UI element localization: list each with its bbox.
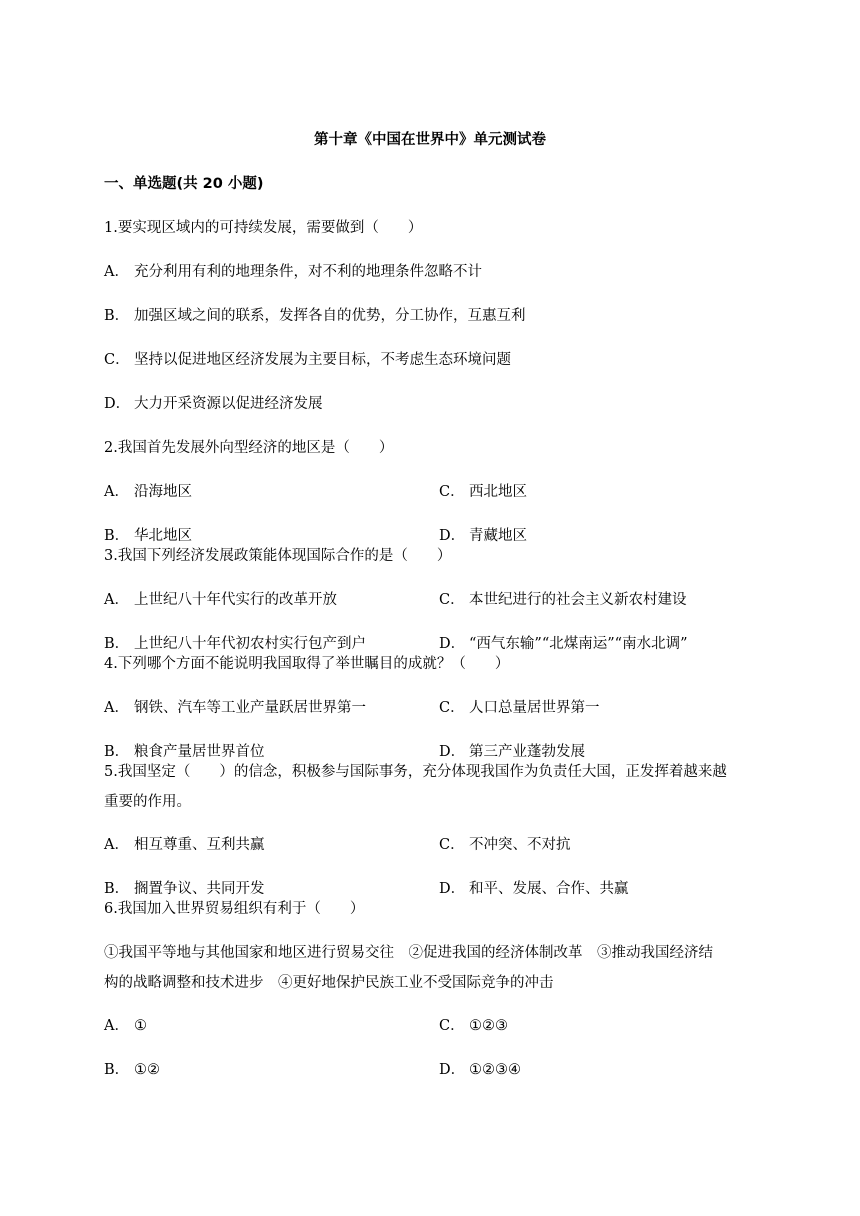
option-text: 华北地区 (134, 528, 192, 544)
option-text: 第三产业蓬勃发展 (469, 744, 585, 760)
question-6-option-c[interactable] (439, 1016, 508, 1036)
question-5-option-b[interactable] (104, 879, 265, 899)
question-1-option-b[interactable] (104, 306, 526, 326)
option-letter: D． (439, 881, 466, 897)
question-2-option-d[interactable] (439, 526, 527, 546)
question-1-option-d[interactable] (104, 394, 323, 414)
option-letter: A． (104, 837, 129, 853)
question-6-option-a[interactable] (104, 1016, 147, 1036)
question-2-option-a[interactable] (104, 482, 192, 502)
option-text: 青藏地区 (469, 528, 527, 544)
option-text: 和平、发展、合作、共赢 (469, 881, 629, 897)
option-text: 沿海地区 (134, 484, 192, 500)
question-1-option-c[interactable] (104, 350, 511, 370)
option-text: 坚持以促进地区经济发展为主要目标，不考虑生态环境问题 (134, 352, 511, 368)
option-letter: D． (439, 636, 466, 652)
question-3-option-a[interactable] (104, 590, 337, 610)
option-text: ①②③④ (469, 1062, 521, 1078)
option-text: 不冲突、不对抗 (469, 837, 571, 853)
option-letter: B． (104, 1062, 130, 1078)
option-letter: B． (104, 528, 130, 544)
option-letter: C． (439, 837, 465, 853)
question-4-option-c[interactable] (439, 698, 600, 718)
question-4-option-a[interactable] (104, 698, 366, 718)
question-6-detail-line2: 构的战略调整和技术进步 ④更好地保护民族工业不受国际竞争的冲击 (104, 975, 554, 991)
option-letter: C． (439, 700, 465, 716)
option-letter: D． (439, 1062, 466, 1078)
option-text: 本世纪进行的社会主义新农村建设 (469, 592, 687, 608)
question-4-option-b[interactable] (104, 742, 265, 762)
question-4-option-d[interactable] (439, 742, 585, 762)
option-letter: B． (104, 881, 130, 897)
question-2-option-c[interactable] (439, 482, 527, 502)
option-text: 钢铁、汽车等工业产量跃居世界第一 (134, 700, 366, 716)
question-1-stem: 1.要实现区域内的可持续发展，需要做到（ ） (104, 220, 423, 236)
option-text: 相互尊重、互利共赢 (134, 837, 265, 853)
question-3-option-c[interactable] (439, 590, 687, 610)
option-letter: C． (104, 352, 130, 368)
question-3-option-d[interactable] (439, 634, 687, 654)
option-letter: D． (439, 744, 466, 760)
option-text: ①②③ (469, 1018, 508, 1034)
question-6-option-d[interactable] (439, 1060, 521, 1080)
option-letter: B． (104, 636, 130, 652)
option-text: 充分利用有利的地理条件，对不利的地理条件忽略不计 (134, 264, 482, 280)
option-letter: A． (104, 484, 129, 500)
question-6-option-b[interactable] (104, 1060, 160, 1080)
question-5-stem-line2: 重要的作用。 (104, 794, 191, 810)
question-2-option-b[interactable] (104, 526, 192, 546)
option-text: “西气东输”“北煤南运”“南水北调” (469, 636, 688, 652)
option-text: 加强区域之间的联系，发挥各自的优势，分工协作，互惠互利 (134, 308, 526, 324)
option-letter: A． (104, 264, 129, 280)
question-5-option-a[interactable] (104, 835, 265, 855)
question-2-stem: 2.我国首先发展外向型经济的地区是（ ） (104, 440, 394, 456)
option-letter: A． (104, 1018, 129, 1034)
option-text: 搁置争议、共同开发 (134, 881, 265, 897)
question-6-stem: 6.我国加入世界贸易组织有利于（ ） (104, 901, 365, 917)
section-heading: 一、单选题(共 20 小题) (104, 176, 264, 192)
option-text: 上世纪八十年代初农村实行包产到户 (134, 636, 366, 652)
option-text: ①② (134, 1062, 160, 1078)
option-text: 上世纪八十年代实行的改革开放 (134, 592, 337, 608)
option-letter: B． (104, 744, 130, 760)
option-letter: C． (439, 1018, 465, 1034)
question-3-stem: 3.我国下列经济发展政策能体现国际合作的是（ ） (104, 548, 452, 564)
question-3-option-b[interactable] (104, 634, 366, 654)
option-text: 大力开采资源以促进经济发展 (134, 396, 323, 412)
question-5-stem-line1: 5.我国坚定（ ）的信念，积极参与国际事务，充分体现我国作为负责任大国，正发挥着越来越 (104, 764, 727, 780)
option-letter: C． (439, 592, 465, 608)
question-6-detail-line1: ①我国平等地与其他国家和地区进行贸易交往 ②促进我国的经济体制改革 ③推动我国经济结 (104, 945, 713, 961)
option-letter: A． (104, 700, 129, 716)
option-letter: B． (104, 308, 130, 324)
document-title: 第十章《中国在世界中》单元测试卷 (314, 132, 546, 148)
question-5-option-c[interactable] (439, 835, 571, 855)
question-4-stem: 4.下列哪个方面不能说明我国取得了举世瞩目的成就？（ ） (104, 656, 510, 672)
option-letter: C． (439, 484, 465, 500)
option-text: 人口总量居世界第一 (469, 700, 600, 716)
option-letter: D． (104, 396, 131, 412)
option-text: 西北地区 (469, 484, 527, 500)
option-letter: D． (439, 528, 466, 544)
question-5-option-d[interactable] (439, 879, 629, 899)
question-1-option-a[interactable] (104, 262, 482, 282)
option-text: 粮食产量居世界首位 (134, 744, 265, 760)
option-letter: A． (104, 592, 129, 608)
option-text: ① (134, 1018, 147, 1034)
